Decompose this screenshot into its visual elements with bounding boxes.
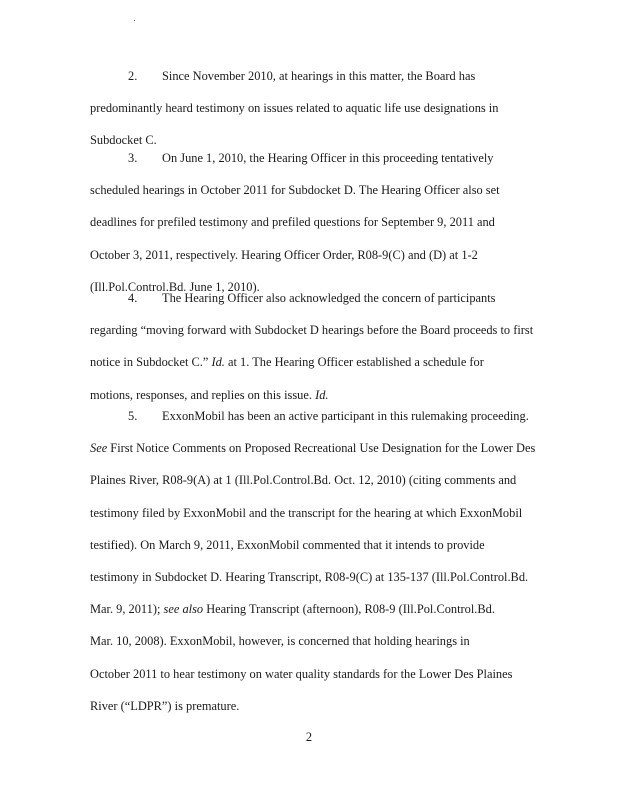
paragraph-number: 3. (128, 151, 138, 165)
paragraph-number: 4. (128, 291, 138, 305)
paragraph-line: testimony in Subdocket D. Hearing Transcript, R08-9(C) at 135-137 (Ill.Pol.Control.Bd. (90, 569, 529, 584)
paragraph-line: Plaines River, R08-9(A) at 1 (Ill.Pol.Control.Bd. Oct. 12, 2010) (citing comments and (90, 473, 517, 488)
paragraph-number: 2. (128, 69, 138, 83)
paragraph-line: 2. Since November 2010, at hearings in this matter, the Board has (90, 60, 530, 92)
paragraph-line: Mar. 9, 2011); see also Hearing Transcript (afternoon), R08-9 (Ill.Pol.Control.Bd. (90, 602, 495, 617)
paragraph-line: notice in Subdocket C.” Id. at 1. The Hearing Officer established a schedule for (90, 355, 484, 370)
paragraph-line: testimony filed by ExxonMobil and the transcript for the hearing at which ExxonMobil (90, 505, 523, 520)
paragraph-line: predominantly heard testimony on issues related to aquatic life use designations in (90, 101, 499, 116)
paragraph-line: 4. The Hearing Officer also acknowledged the concern of participants (90, 282, 530, 314)
paragraph-line: River (“LDPR”) is premature. (90, 698, 240, 713)
page-number: 2 (305, 730, 313, 744)
citation-id: Id. (211, 355, 225, 370)
paragraph-3 (90, 142, 530, 303)
paragraph-line: October 2011 to hear testimony on water quality standards for the Lower Des Plaines (90, 666, 513, 681)
paragraph-line: 3. On June 1, 2010, the Hearing Officer in this proceeding tentatively (90, 142, 530, 174)
paragraph-line: deadlines for prefiled testimony and prefiled questions for September 9, 2011 and (90, 215, 495, 230)
paragraph-line: motions, responses, and replies on this issue. Id. (90, 387, 329, 402)
paragraph-line: Subdocket C. (90, 133, 157, 148)
paragraph-number: 5. (128, 409, 138, 423)
paragraph-line: 5. ExxonMobil has been an active participant in this rulemaking proceeding. (90, 400, 530, 432)
citation-signal: See (90, 441, 108, 456)
paragraph-5 (90, 400, 536, 722)
paragraph-line: testified). On March 9, 2011, ExxonMobil commented that it intends to provide (90, 537, 485, 552)
paragraph-line: (Ill.Pol.Control.Bd. June 1, 2010). (90, 279, 260, 294)
paragraph-line: October 3, 2011, respectively. Hearing Officer Order, R08-9(C) and (D) at 1-2 (90, 247, 478, 262)
paragraph-line: Mar. 10, 2008). ExxonMobil, however, is concerned that holding hearings in (90, 634, 470, 649)
citation-signal: see also (163, 602, 204, 617)
scan-speck (134, 20, 135, 21)
paragraph-4 (90, 282, 534, 411)
paragraph-line: scheduled hearings in October 2011 for Subdocket D. The Hearing Officer also set (90, 183, 500, 198)
paragraph-line: regarding “moving forward with Subdocket D hearings before the Board proceeds to first (90, 323, 534, 338)
citation-id: Id. (315, 387, 329, 402)
paragraph-line: See First Notice Comments on Proposed Recreational Use Designation for the Lower Des (90, 441, 536, 456)
